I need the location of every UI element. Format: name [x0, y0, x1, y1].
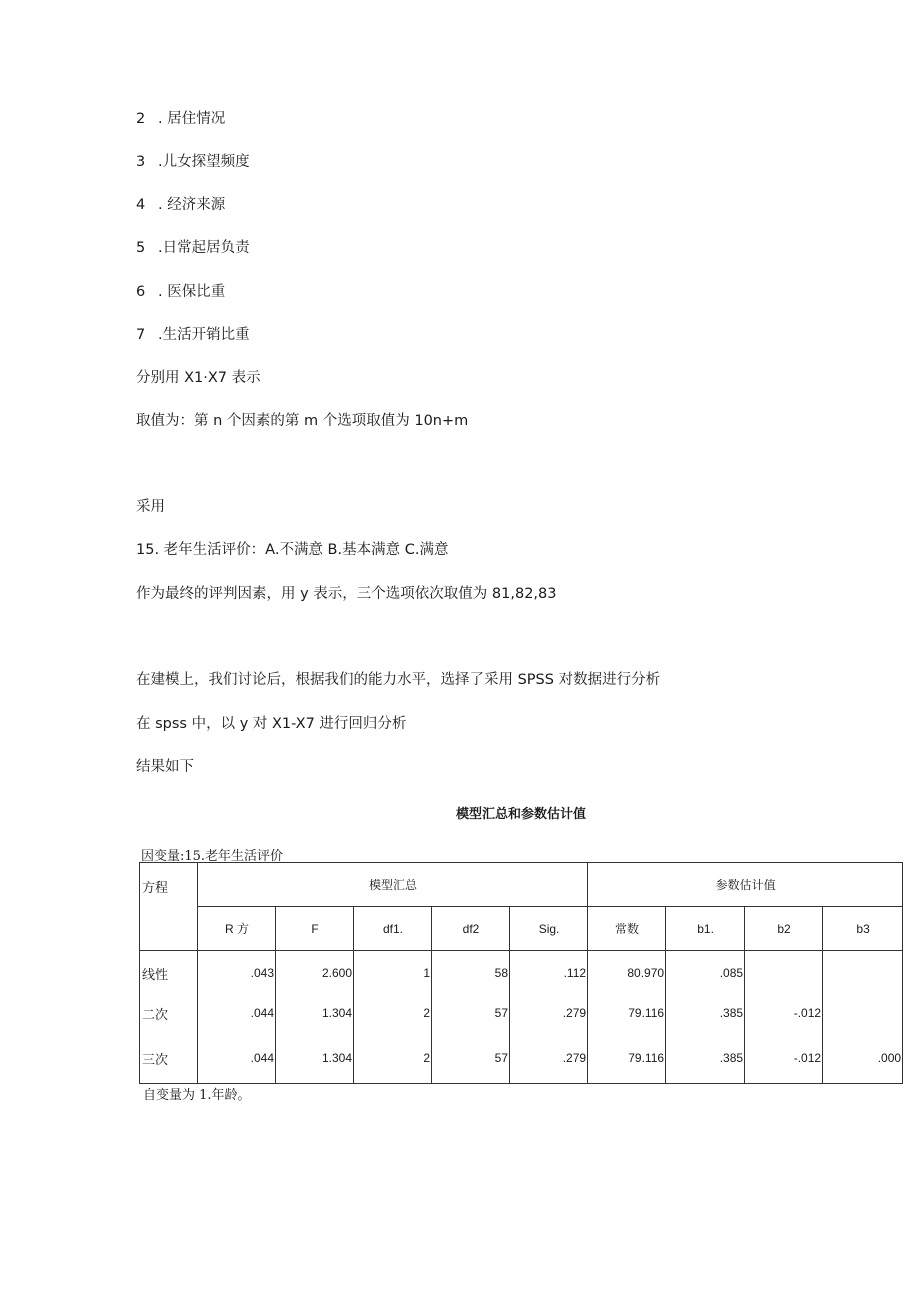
list-item: [136, 195, 225, 215]
table-cell: 2.600: [276, 951, 354, 994]
column-header: b1.: [666, 907, 745, 951]
table-cell: .112: [510, 951, 588, 994]
column-header: df2: [432, 907, 510, 951]
list-item-number: 6: [136, 284, 146, 300]
column-header: F: [276, 907, 354, 951]
table-row: [140, 993, 903, 1033]
parameter-estimates-group-header: 参数估计值: [588, 863, 903, 907]
table-cell: 1.304: [276, 993, 354, 1033]
table-footnote: 自变量为 1.年龄。: [143, 1088, 251, 1103]
table-cell: [823, 951, 903, 994]
list-item-text: .生活开销比重: [158, 327, 250, 343]
list-item-text: . 医保比重: [158, 284, 226, 300]
table-cell: -.012: [745, 993, 823, 1033]
table-cell: 2: [354, 993, 432, 1033]
row-label: 三次: [140, 1033, 198, 1084]
table-cell: .385: [666, 993, 745, 1033]
table-cell: .044: [198, 1033, 276, 1084]
paragraph-variable-notation: 分别用 X1·X7 表示: [136, 370, 261, 386]
table-cell: .000: [823, 1033, 903, 1084]
table-cell: 57: [432, 993, 510, 1033]
list-item: [136, 325, 250, 345]
list-item: [136, 282, 225, 302]
list-item-number: 7: [136, 327, 146, 343]
table-cell: 58: [432, 951, 510, 994]
paragraph-y-definition: 作为最终的评判因素，用 y 表示，三个选项依次取值为 81,82,83: [136, 586, 557, 602]
paragraph-adopt: 采用: [136, 499, 165, 515]
list-item: [136, 109, 225, 129]
list-item-text: . 经济来源: [158, 197, 226, 213]
column-header: df1.: [354, 907, 432, 951]
model-summary-table: [139, 862, 903, 1084]
list-item-number: 2: [136, 111, 146, 127]
table-cell: .085: [666, 951, 745, 994]
list-item-text: .日常起居负责: [158, 240, 250, 256]
column-header: b2: [745, 907, 823, 951]
column-header: b3: [823, 907, 903, 951]
table-cell: .385: [666, 1033, 745, 1084]
table-row: [140, 1033, 903, 1084]
column-header: 常数: [588, 907, 666, 951]
table-cell: 1: [354, 951, 432, 994]
column-header: Sig.: [510, 907, 588, 951]
list-item-text: . 居住情况: [158, 111, 226, 127]
table-cell: 79.116: [588, 1033, 666, 1084]
table-cell: 57: [432, 1033, 510, 1084]
table-cell: 2: [354, 1033, 432, 1084]
table-cell: .044: [198, 993, 276, 1033]
table-cell: [745, 951, 823, 994]
table-cell: .279: [510, 1033, 588, 1084]
list-item-text: .儿女探望频度: [158, 154, 250, 170]
table-header-row: [140, 863, 903, 907]
row-label: 二次: [140, 993, 198, 1033]
list-item: [136, 238, 250, 258]
model-summary-group-header: 模型汇总: [198, 863, 588, 907]
table-cell: -.012: [745, 1033, 823, 1084]
paragraph-regression: 在 spss 中，以 y 对 X1-X7 进行回归分析: [136, 716, 407, 732]
table-cell: .043: [198, 951, 276, 994]
table-column-header-row: [140, 907, 903, 951]
paragraph-value-rule: 取值为：第 n 个因素的第 m 个选项取值为 10n+m: [136, 413, 469, 429]
dependent-variable-label: 因变量:15.老年生活评价: [141, 849, 284, 864]
table-row: [140, 951, 903, 994]
paragraph-evaluation-question: 15. 老年生活评价：A.不满意 B.基本满意 C.满意: [136, 542, 449, 558]
list-item-number: 4: [136, 197, 146, 213]
paragraph-results-intro: 结果如下: [136, 759, 194, 775]
equation-header: 方程: [140, 863, 198, 951]
table-cell: 1.304: [276, 1033, 354, 1084]
table-cell: 80.970: [588, 951, 666, 994]
table-cell: [823, 993, 903, 1033]
table-title: 模型汇总和参数估计值: [455, 807, 586, 822]
list-item-number: 3: [136, 154, 146, 170]
list-item-number: 5: [136, 240, 146, 256]
row-label: 线性: [140, 951, 198, 994]
column-header: R 方: [198, 907, 276, 951]
paragraph-modeling: 在建模上，我们讨论后，根据我们的能力水平，选择了采用 SPSS 对数据进行分析: [136, 672, 661, 688]
table-cell: .279: [510, 993, 588, 1033]
table-cell: 79.116: [588, 993, 666, 1033]
list-item: [136, 152, 250, 172]
